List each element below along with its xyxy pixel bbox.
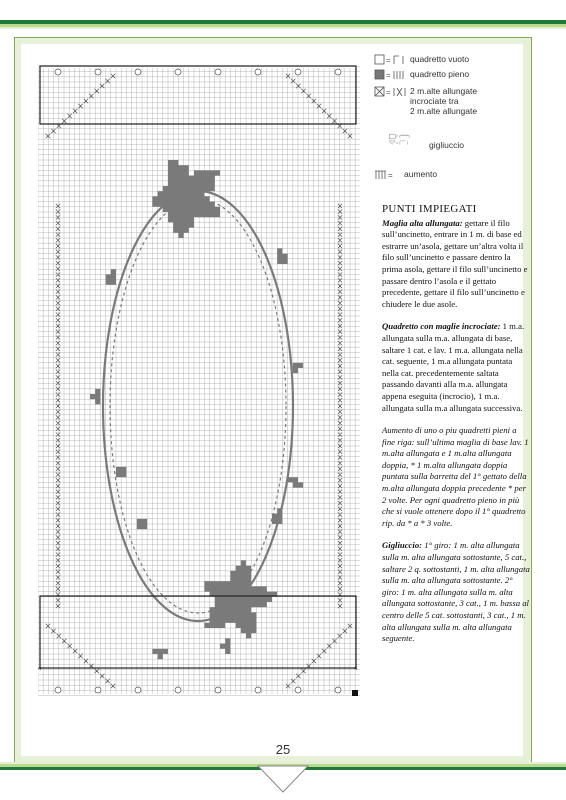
page-number: 25 [275,742,291,757]
svg-text:=: = [396,134,399,139]
instruction-paragraph [382,540,530,644]
instruction-title: Maglia alta allungata: [382,217,463,228]
legend-label: quadretto pieno [410,69,470,79]
svg-text:=: = [388,171,393,180]
chart-scallop [255,69,261,75]
empty-square-icon [374,54,410,66]
header-stripe [0,0,566,32]
svg-text:=: = [396,141,399,146]
instruction-body: gettare il filo sull’uncinetto, entrare in 1 m. di base ed estrarre un’asola, gettare un’altra volta il filo sull’uncinetto e passare dentro la prima asola, gettare il filo sull’uncinetto e passare dentro l’asola e il gettato precedente, gettare il filo sull’uncinetto e chiudere le due asole. [382,217,528,309]
footer-band [0,762,566,800]
chart-scallop [335,687,341,693]
chart-scallop [95,687,101,693]
legend-label: quadretto vuoto [410,54,470,64]
symbol-legend [374,52,534,192]
legend-label: gigliuccio [429,140,464,150]
instruction-title: Quadretto con maglie incrociate: [382,321,501,332]
chart-scallop [335,69,341,75]
instruction-body: 1 m.a. allungata sulla m.a. allungata di base, saltare 1 cat. e lav. 1 m.a. allungata nella cat. seguente, 1 m.a allungata puntata nella cat. precedentemente saltata passando davanti alla m.a. allungata appena eseguita (incrocio), 1 m.a. allungata sulla m.a allungata successiva. [382,321,525,413]
legend-label [410,86,477,116]
chart-scallop [135,687,141,693]
increase-icon [374,169,404,181]
chart-scallop [95,69,101,75]
legend-label-line: 2 m.alte allungate [410,86,478,96]
row-marker-left: 4 [38,666,42,672]
filet-crochet-chart [38,56,360,706]
instructions-text [382,204,530,656]
chart-scallop [175,687,181,693]
chart-scallop [295,687,301,693]
row-marker-right: 4 [354,666,358,672]
legend-item-crossed [374,86,477,116]
instruction-body: 1° giro: 1 m. alta allungata sulla m. alta allungata sottostante, 5 cat., saltare 2 q. sottostanti, 1 m. alta allungata sulla m. alta allungata sottostante. 2° giro: 1 m. alta allungata sulla m. alta allungata sottostante, 3 cat., 1 m. bassa al centro delle 5 cat. sottostanti, 3 cat., 1 m. alta allungata sulla m. alta allungata seguente. [382,540,530,644]
chart-background [38,56,360,706]
svg-text:=: = [386,56,391,65]
chart-scallop [55,687,61,693]
crossed-square-icon [374,86,410,98]
chart-scallop [215,687,221,693]
svg-text:=: = [386,88,391,97]
chart-scallop [295,69,301,75]
chart-scallop [255,687,261,693]
svg-text:=: = [386,71,391,80]
chart-scallop [55,69,61,75]
legend-label-line: 2 m.alte allungate [410,106,478,116]
filled-square-icon [374,69,410,81]
legend-item-gigliuccio [374,134,464,150]
legend-item-filled [374,69,469,81]
chain-bar-icon [374,134,429,146]
instructions-heading: PUNTI IMPIEGATI [382,203,477,215]
legend-item-aumento [374,169,437,181]
chart-scallop [215,69,221,75]
instruction-body: Aumento di uno o piu quadretti pieni a fine riga: sull’ultima maglia di base lav. 1 m.alta allungata e 1 m.alta allungata doppia, * 1 m.alta allungata doppia puntata sulla barretta del 1° gettato della m.alta allungata doppia precedente * per 2 volte. Per ogni quadretto pieno in più che si vuole ottenere dopo il 1° quadretto rip. da * a * 3 volte. [382,425,529,528]
instruction-paragraph [382,321,530,414]
chart-start-marker [352,690,358,696]
legend-item-empty [374,54,469,66]
instruction-title: Gigliuccio: [382,540,423,551]
chart-scallop [175,69,181,75]
legend-label: aumento [404,169,438,179]
legend-label-line: incrociate tra [410,96,459,106]
instruction-paragraph [382,218,530,311]
chart-scallop [135,69,141,75]
instruction-paragraph [382,425,530,529]
